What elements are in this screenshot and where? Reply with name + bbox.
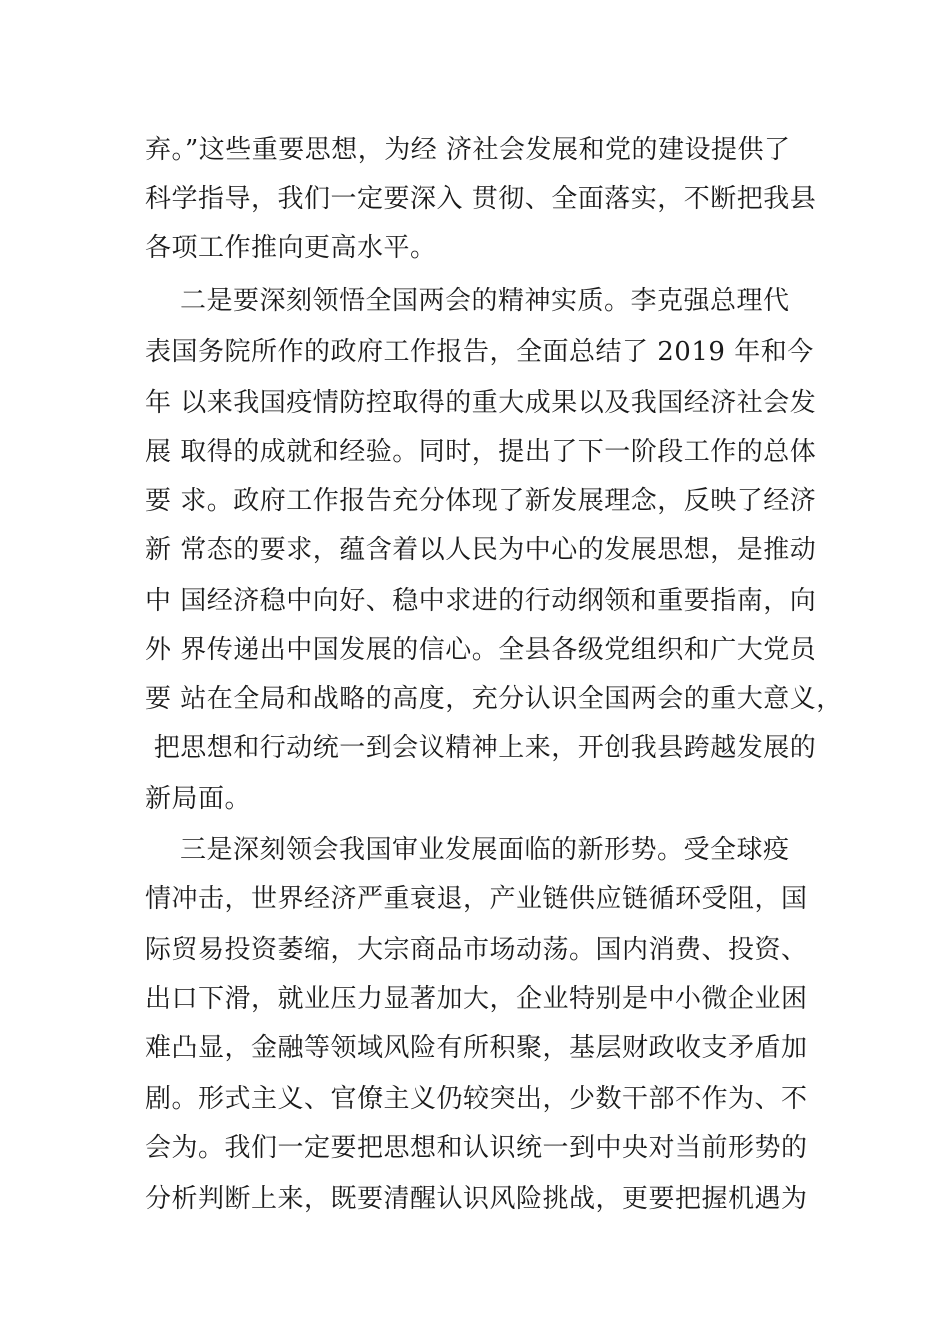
text-line-9: 新 常态的要求，蕴含着以人民为中心的发展思想，是推动 [145, 535, 817, 565]
text-line-17: 际贸易投资萎缩，大宗商品市场动荡。国内消费、投资、 [145, 935, 808, 965]
text-line-10: 中 国经济稳中向好、稳中求进的行动纲领和重要指南，向 [145, 586, 817, 616]
text-line-8: 要 求。政府工作报告充分体现了新发展理念，反映了经济 [145, 486, 817, 516]
text-line-2: 科学指导，我们一定要深入 贯彻、全面落实，不断把我县 [145, 184, 817, 214]
text-line-3: 各项工作推向更高水平。 [145, 233, 437, 263]
text-line-4: 二是要深刻领悟全国两会的精神实质。李克强总理代 [145, 286, 790, 316]
text-line-5: 表国务院所作的政府工作报告，全面总结了 2019 年和今 [145, 337, 814, 367]
text-line-21: 会为。我们一定要把思想和认识统一到中央对当前形势的 [145, 1133, 808, 1163]
text-line-6: 年 以来我国疫情防控取得的重大成果以及我国经济社会发 [145, 388, 817, 418]
text-line-20: 剧。形式主义、官僚主义仍较突出，少数干部不作为、不 [145, 1084, 808, 1114]
text-line-15: 三是深刻领会我国审业发展面临的新形势。受全球疫 [145, 835, 790, 865]
text-line-18: 出口下滑，就业压力显著加大，企业特别是中小微企业困 [145, 984, 808, 1014]
text-line-22: 分析判断上来，既要清醒认识风险挑战，更要把握机遇为 [145, 1184, 808, 1214]
text-line-16: 情冲击，世界经济严重衰退，产业链供应链循环受阻，国 [145, 884, 808, 914]
text-line-7: 展 取得的成就和经验。同时，提出了下一阶段工作的总体 [145, 437, 817, 467]
text-line-14: 新局面。 [145, 784, 252, 814]
text-line-13: 把思想和行动统一到会议精神上来，开创我县跨越发展的 [145, 733, 817, 763]
text-line-1: 弃。”这些重要思想，为经 济社会发展和党的建设提供了 [145, 135, 791, 165]
text-line-11: 外 界传递出中国发展的信心。全县各级党组织和广大党员 [145, 635, 817, 665]
text-line-12: 要 站在全局和战略的高度，充分认识全国两会的重大意义， [145, 684, 843, 714]
text-line-19: 难凸显，金融等领域风险有所积聚，基层财政收支矛盾加 [145, 1033, 808, 1063]
